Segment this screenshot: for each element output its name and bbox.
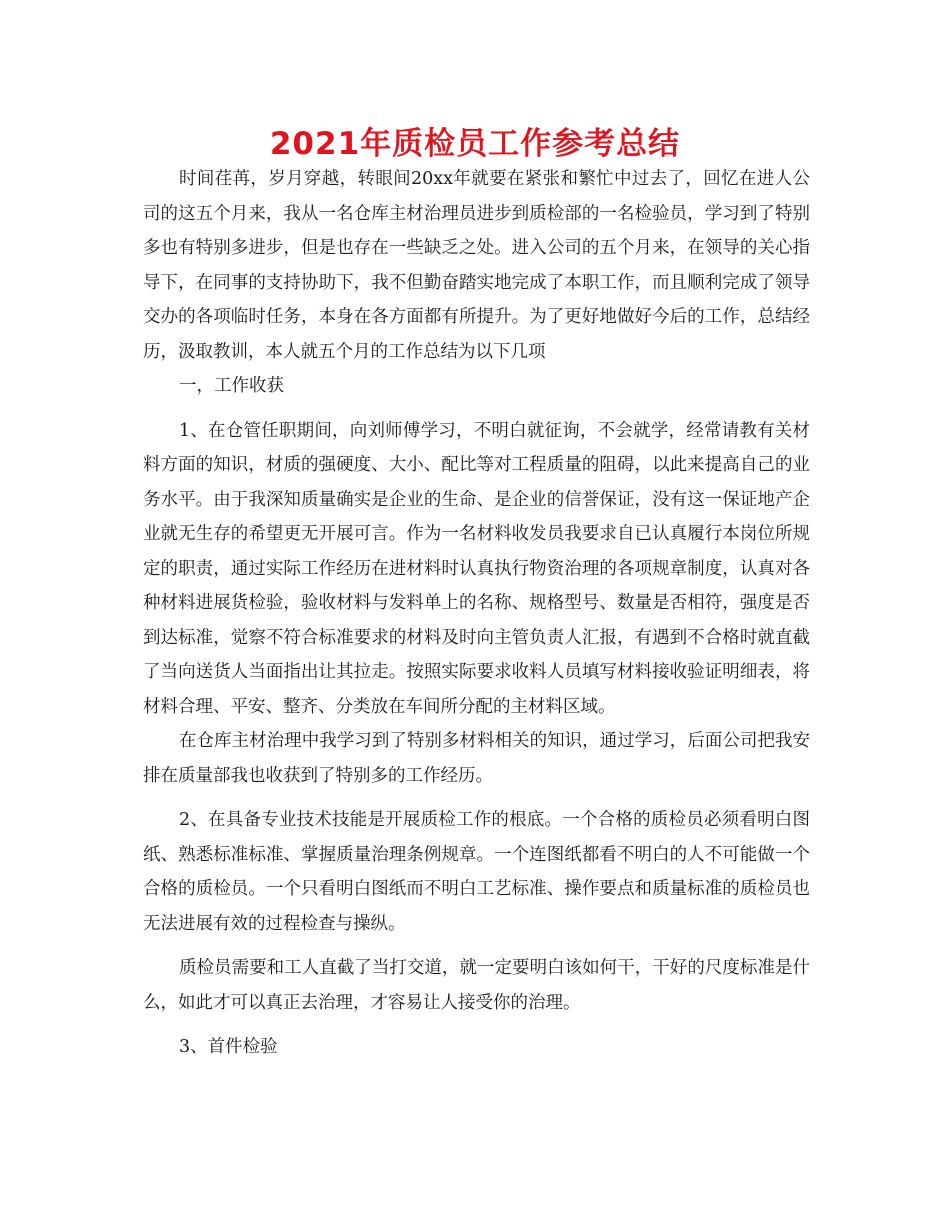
section-heading-work-gains: 一，工作收获 xyxy=(179,376,284,396)
paragraph-item-2: 2、在具备专业技术技能是开展质检工作的根底。一个合格的质检员必须看明白图纸、熟悉标准标准、掌握质量治理条例规章。一个连图纸都看不明白的人不可能做一个合格的质检员。一个只看明白图纸而不明白工艺标准、操作要点和质量标准的质检员也无法进展有效的过程检查与操纵。 xyxy=(143,810,810,934)
document-title: 2021年质检员工作参考总结 xyxy=(269,126,681,162)
paragraph-item-1: 1、在仓管任职期间，向刘师傅学习，不明白就征询，不会就学，经常请教有关材料方面的知识，材质的强硬度、大小、配比等对工程质量的阻碍，以此来提高自己的业务水平。由于我深知质量确实是企业的生命、是企业的信誉保证，没有这一保证地产企业就无生存的希望更无开展可言。作为一名材料收发员我要求自已认真履行本岗位所规定的职责，通过实际工作经历在进材料时认真执行物资治理的各项规章制度，认真对各种材料进展货检验，验收材料与发料单上的名称、规格型号、数量是否相符，强度是否到达标准，觉察不符合标准要求的材料及时向主管负责人汇报，有遇到不合格时就直截了当向送货人当面指出让其拉走。按照实际要求收料人员填写材料接收验证明细表，将材料合理、平安、整齐、分类放在车间所分配的主材料区域。 xyxy=(143,420,810,717)
document-body xyxy=(143,162,810,1075)
intro-paragraph: 时间荏苒，岁月穿越，转眼间20xx年就要在紧张和繁忙中过去了，回忆在进人公司的这五个月来，我从一名仓库主材治理员进步到质检部的一名检验员，学习到了特别多也有特别多进步，但是也存在一些缺乏之处。进入公司的五个月来，在领导的关心指导下，在同事的支持协助下，我不但勤奋踏实地完成了本职工作，而且顺利完成了领导交办的各项临时任务，本身在各方面都有所提升。为了更好地做好今后的工作，总结经历，汲取教训，本人就五个月的工作总结为以下几项 xyxy=(143,169,810,362)
paragraph-warehouse-learning: 在仓库主材治理中我学习到了特别多材料相关的知识，通过学习，后面公司把我安排在质量部我也收获到了特别多的工作经历。 xyxy=(143,731,810,786)
paragraph-item-3: 3、首件检验 xyxy=(179,1037,278,1057)
paragraph-inspector-communication: 质检员需要和工人直截了当打交道，就一定要明白该如何干，干好的尺度标准是什么，如此才可以真正去治理，才容易让人接受你的治理。 xyxy=(143,958,810,1013)
